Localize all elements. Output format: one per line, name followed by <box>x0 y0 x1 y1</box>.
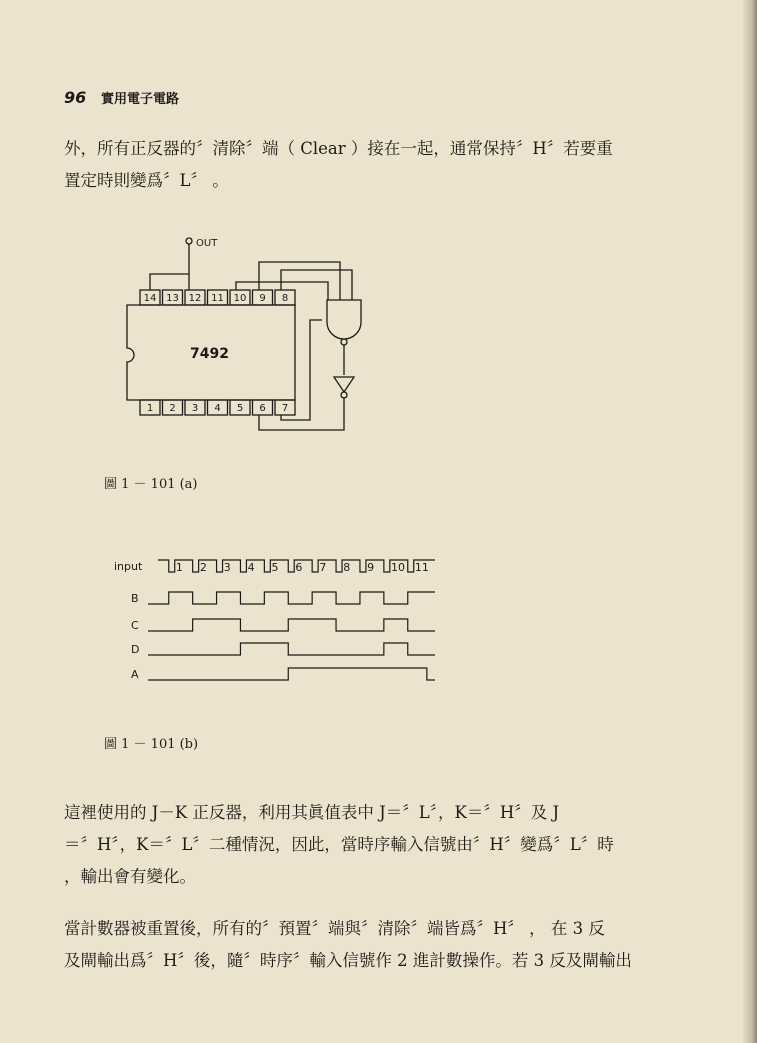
pulse-number: 5 <box>271 561 279 574</box>
pin-number: 8 <box>281 293 289 304</box>
figure-b-caption: 圖 1 － 101 (b) <box>104 737 199 752</box>
pulse-number: 10 <box>391 561 406 574</box>
pin-number: 4 <box>214 403 221 414</box>
text-line: 及閘輸出爲〞H〞後，隨〞時序〞輸入信號作 2 進計數操作。若 3 反及閘輸出 <box>64 951 632 970</box>
signal-label: B <box>131 592 139 605</box>
pulse-number: 7 <box>319 561 327 574</box>
chip-label: 7492 <box>190 346 229 362</box>
b-waveform <box>148 592 435 604</box>
pin-number: 14 <box>143 293 157 304</box>
c-waveform <box>148 619 435 631</box>
pulse-number: 2 <box>199 561 207 574</box>
paragraph-jk <box>64 797 614 893</box>
d-waveform <box>148 643 435 655</box>
text-line: 外，所有正反器的〞清除〞端（ Clear ）接在一起，通常保持〞H〞若要重 <box>64 139 613 158</box>
pin-number: 1 <box>146 403 154 414</box>
pin-number: 2 <box>169 403 176 414</box>
book-title: 實用電子電路 <box>101 92 180 107</box>
text-line: ＝〞H〞，K＝〞L〞二種情況，因此，當時序輸入信號由〞H〞變爲〞L〞時 <box>64 835 614 854</box>
pin-number: 10 <box>233 293 247 304</box>
pin-number: 13 <box>166 293 179 304</box>
text-line: 當計數器被重置後，所有的〞預置〞端與〞清除〞端皆爲〞H〞 ， 在 3 反 <box>64 919 605 938</box>
pulse-number: 8 <box>343 561 351 574</box>
pin-number: 3 <box>191 403 199 414</box>
a-waveform <box>148 668 435 680</box>
text-line: 這裡使用的 J－K 正反器，利用其眞值表中 J＝〞L〞，K＝〞H〞及 J <box>64 803 560 822</box>
pulse-number: 9 <box>367 561 375 574</box>
signal-label: C <box>131 619 139 632</box>
pulse-number: 4 <box>247 561 255 574</box>
paragraph-reset <box>64 913 632 977</box>
pin-number: 12 <box>188 293 202 304</box>
page-number: 96 <box>64 88 87 107</box>
pulse-number: 11 <box>414 561 429 574</box>
signal-label: D <box>131 643 140 656</box>
out-label: OUT <box>196 238 218 249</box>
pulse-number: 6 <box>295 561 303 574</box>
pin-number: 11 <box>211 293 224 304</box>
figure-a-caption: 圖 1 － 101 (a) <box>104 477 198 492</box>
pin-number: 7 <box>281 403 289 414</box>
pulse-number: 3 <box>223 561 231 574</box>
text-line: 置定時則變爲〞L〞 。 <box>64 171 229 190</box>
pin-number: 9 <box>259 293 266 304</box>
pin-number: 6 <box>259 403 266 414</box>
signal-label: input <box>114 560 143 573</box>
pin-number: 5 <box>236 403 244 414</box>
text-line: ，輸出會有變化。 <box>64 867 196 886</box>
signal-label: A <box>131 668 139 681</box>
pulse-number: 1 <box>175 561 183 574</box>
